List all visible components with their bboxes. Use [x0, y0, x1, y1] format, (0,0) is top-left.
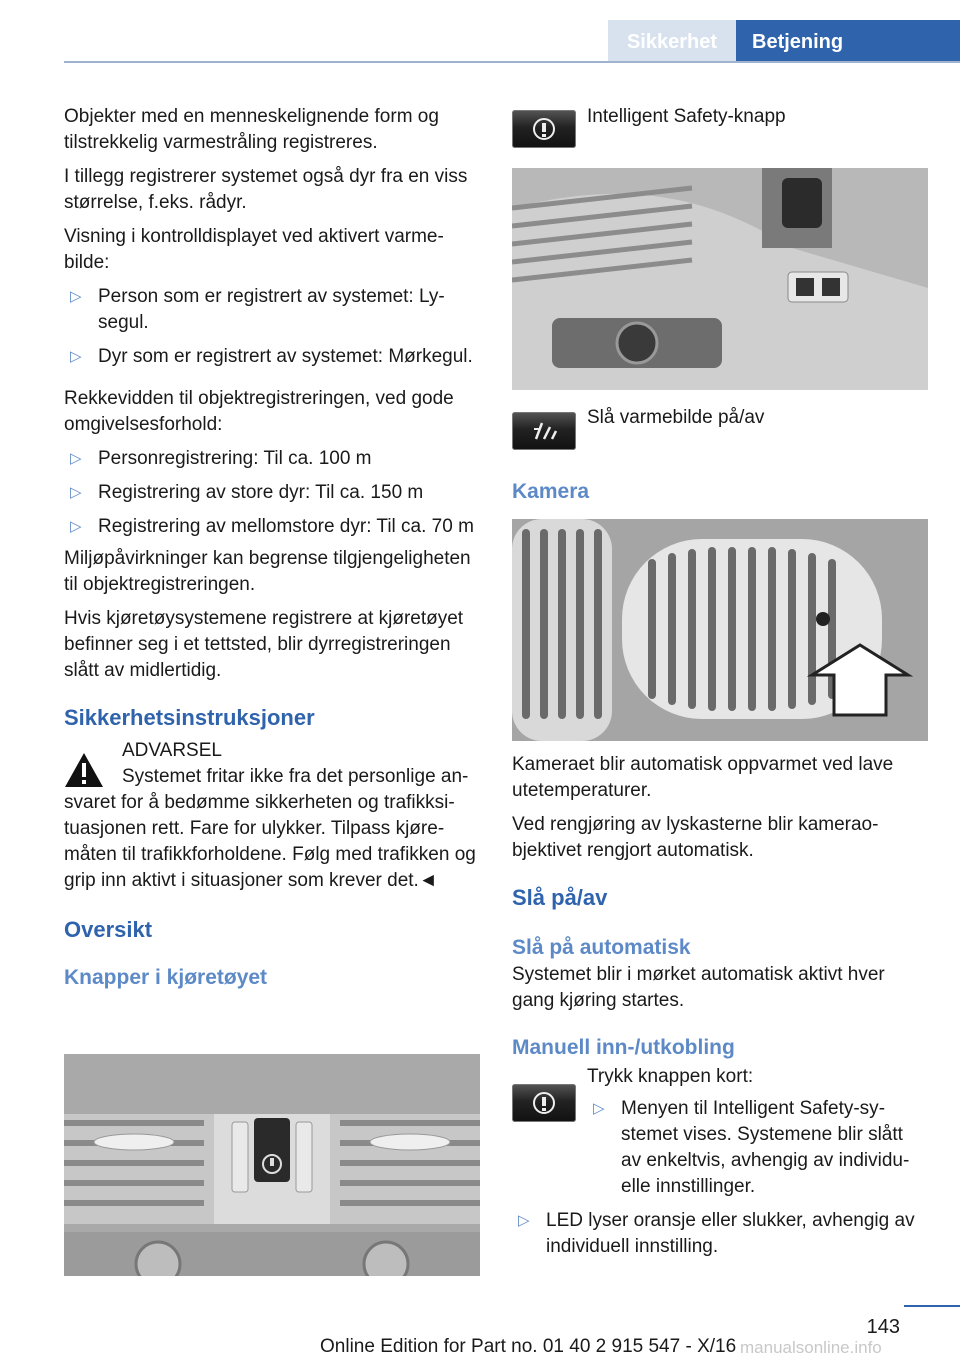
bullet-triangle-icon: ▷ [70, 484, 82, 501]
list-item: ▷ LED lyser oransje eller slukker, avhengig av individuell innstilling. [518, 1210, 915, 1257]
tab-sikkerhet[interactable]: Sikkerhet [608, 20, 736, 62]
list-item: ▷ Registrering av store dyr: Til ca. 150 m [64, 480, 480, 506]
camera-grille-photo [512, 519, 928, 741]
page-number: 143 [866, 1316, 900, 1338]
light-switch-panel-photo [512, 168, 928, 390]
heading-overview: Oversikt [64, 917, 153, 942]
list-item: ▷ Registrering av mellomstore dyr: Til ca. 70 m [64, 514, 480, 540]
paragraph: Systemet blir i mørket automatisk aktivt hver gang kjøring startes. [512, 964, 885, 1011]
list-item: ▷ Person som er registrert av systemet: Lysegul. [70, 286, 445, 333]
watermark: manualsonline.info [740, 1338, 882, 1357]
header-rule [64, 61, 960, 63]
press-instruction: Trykk knappen kort: [587, 1066, 754, 1087]
bullet-triangle-icon: ▷ [70, 288, 82, 305]
warning-title: ADVARSEL [122, 740, 222, 761]
left-column [64, 104, 480, 992]
paragraph: Kameraet blir automatisk oppvarmet ved lave utetemperaturer. [512, 754, 894, 801]
right-column [512, 752, 928, 1260]
heading-on-off: Slå på/av [512, 885, 608, 910]
list-item: ▷ Menyen til Intelligent Safety-systemet vises. Systemene blir slått av enkeltvis, avhengig av individuelle innstillinger. [593, 1098, 910, 1197]
thermal-button-label: Slå varmebilde på/av [587, 407, 765, 428]
bullet-triangle-icon: ▷ [518, 1212, 530, 1229]
paragraph: Ved rengjøring av lyskasterne blir kameraobjektivet rengjort automatisk. [512, 814, 879, 861]
bullet-triangle-icon: ▷ [593, 1100, 605, 1117]
heading-buttons: Knapper i kjøretøyet [64, 966, 268, 989]
intelligent-safety-button-icon [512, 1084, 576, 1122]
paragraph: I tillegg registrerer systemet også dyr fra en viss størrelse, f.eks. rådyr. [64, 166, 468, 213]
heading-manual: Manuell inn-/utkobling [512, 1036, 735, 1059]
paragraph: Objekter med en menneskelignende form og tilstrekkelig varmestråling registreres. [64, 106, 439, 153]
list-item: ▷ Personregistrering: Til ca. 100 m [64, 446, 480, 472]
footer-rule [904, 1305, 960, 1307]
bullet-triangle-icon: ▷ [70, 450, 82, 467]
paragraph: Miljøpåvirkninger kan begrense tilgjengeligheten til objektregistreringen. [64, 548, 471, 595]
intelligent-safety-button-icon [512, 110, 576, 148]
paragraph: Visning i kontrolldisplayet ved aktivert varmebilde: [64, 226, 444, 273]
tab-betjening[interactable]: Betjening [736, 20, 960, 62]
thermal-image-button-icon [512, 412, 576, 450]
paragraph: Hvis kjøretøysystemene registrere at kjøretøyet befinner seg i et tettsted, blir dyrregistreringen slått av midlertidig. [64, 608, 464, 681]
heading-safety: Sikkerhetsinstruksjoner [64, 705, 315, 730]
dashboard-buttons-photo [64, 1054, 480, 1276]
heading-camera: Kamera [512, 480, 590, 503]
edition-note: Online Edition for Part no. 01 40 2 915 547 - X/16 [320, 1336, 737, 1357]
warning-text: Systemet fritar ikke fra det personlige ansvaret for å bedømme sikkerheten og trafikksituasjonen rett. Fare for ulykker. Tilpass kjøremåten til trafikkforholdene. Følg med trafikken og grip inn aktivt i situasjoner som krever det.◄ [64, 766, 476, 891]
paragraph: Rekkevidden til objektregistreringen, ved gode omgivelsesforhold: [64, 388, 454, 435]
heading-auto: Slå på automatisk [512, 936, 691, 959]
warning-block [64, 738, 480, 764]
list-item: ▷ Dyr som er registrert av systemet: Mørkegul. [64, 344, 480, 370]
warning-triangle-icon [64, 752, 104, 788]
bullet-triangle-icon: ▷ [70, 348, 82, 365]
bullet-triangle-icon: ▷ [70, 518, 82, 535]
safety-button-label: Intelligent Safety-knapp [587, 106, 786, 127]
